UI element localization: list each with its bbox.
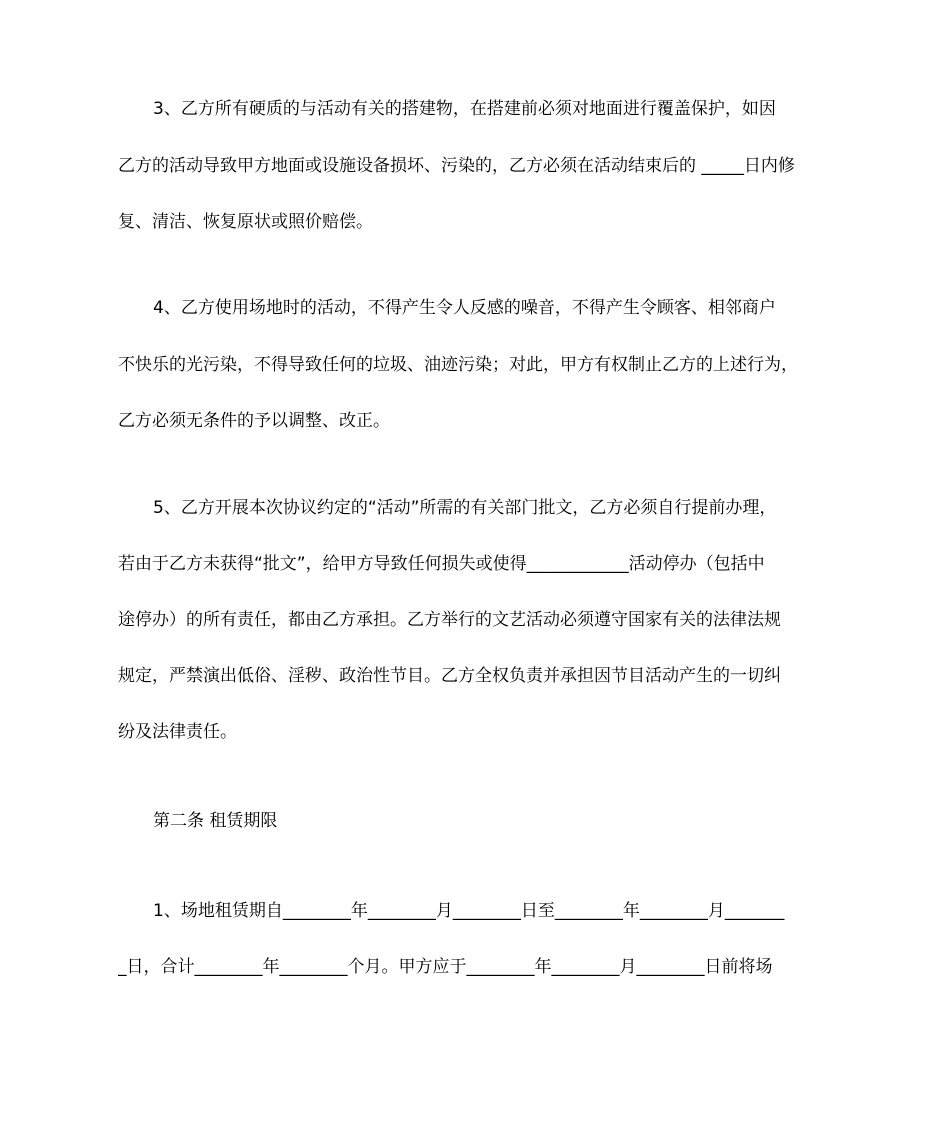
article-2-clause-1-line-2: _日，合计________年________个月。甲方应于________年________月________日前将场 [118,957,773,977]
clause-4-line-3: 乙方必须无条件的予以调整、改正。 [118,411,390,431]
clause-5-line-1: 5、乙方开展本次协议约定的“活动”所需的有关部门批文，乙方必须自行提前办理， [153,498,777,518]
clause-5-line-2: 若由于乙方未获得“批文”，给甲方导致任何损失或使得____________活动停办（包括中 [118,554,765,574]
article-2-clause-1-line-1: 1、场地租赁期自________年________月________日至________年________月_______ [153,901,785,921]
clause-5-line-3: 途停办）的所有责任，都由乙方承担。乙方举行的文艺活动必须遵守国家有关的法律法规 [118,610,781,630]
clause-4-line-1: 4、乙方使用场地时的活动，不得产生令人反感的噪音，不得产生令顾客、相邻商户 [153,298,776,318]
clause-5-line-4: 规定，严禁演出低俗、淫秽、政治性节目。乙方全权负责并承担因节目活动产生的一切纠 [118,666,781,686]
article-2-heading: 第二条 租赁期限 [153,811,278,831]
clause-5-line-5: 纷及法律责任。 [118,722,237,742]
clause-4-line-2: 不快乐的光污染，不得导致任何的垃圾、油迹污染；对此，甲方有权制止乙方的上述行为， [118,355,798,375]
clause-3-line-1: 3、乙方所有硬质的与活动有关的搭建物，在搭建前必须对地面进行覆盖保护，如因 [153,99,776,119]
clause-3-line-2: 乙方的活动导致甲方地面或设施设备损坏、污染的，乙方必须在活动结束后的 _____日内修 [118,156,795,176]
clause-3-line-3: 复、清洁、恢复原状或照价赔偿。 [118,212,373,232]
